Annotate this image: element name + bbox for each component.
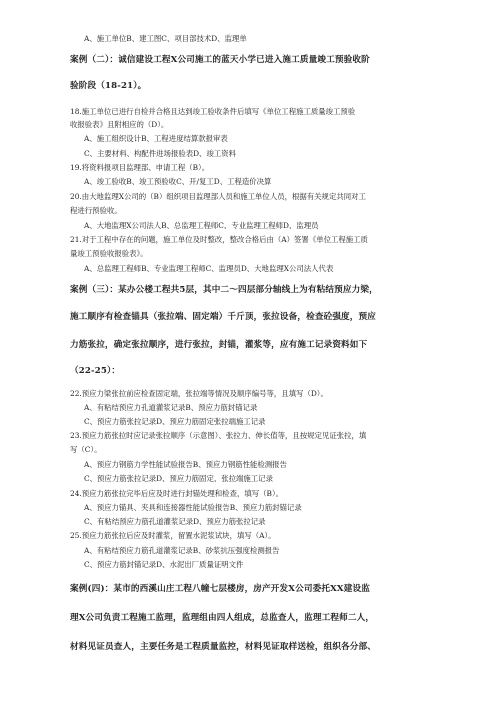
case-4-heading: 案例(四)：某市的西溪山庄工程八幢七层楼房，房产开发X公司委托XX建设监 [70,584,370,594]
options-19: A、竣工验收B、竣工预验收C、开/复工D、工程造价决算 [84,177,272,186]
options-23-c: C、预应力筋张拉记录D、预应力筋固定、张拉端施工记录 [84,474,273,483]
case-3-heading: 案例（三）：某办公楼工程共5层，其中二～四层部分轴线上为有粘结预应力梁， [70,285,378,295]
options-22-c: C、预应力筋张拉记录D、预应力筋固定张拉端施工记录 [84,417,266,426]
question-20: 20.由大地监理X公司的（B）组织项目监理部人员和施工单位人员，根据有关规定共同对工 [70,192,366,201]
question-18: 18.施工单位已进行自检并合格且达到竣工验收条件后填写《单位工程施工质量竣工预验 [70,107,356,116]
case-2-heading: 案例（二）：诚信建设工程X公司施工的蓝天小学已进入施工质量竣工预验收阶 [70,55,370,65]
question-18-cont: 收报验表》且附相应的（D）。 [70,120,169,129]
question-21-cont: 量竣工预验收报验表》。 [70,249,148,258]
options-25-c: C、预应力筋封锚记录D、水泥出厂质量证明文件 [84,560,244,569]
options-21: A、总监理工程师B、专业监理工程师C、监理员D、大地监理X公司法人代表 [84,264,334,273]
options-18-c: C、主要材料、构配件进场报验表D、竣工资料 [84,149,237,158]
options-24-c: C、有粘结预应力筋孔道灌浆记录D、预应力筋张拉记录 [84,517,266,526]
question-25: 25.预应力筋张拉后应及时灌浆，留置水泥浆试块，填写（A）。 [70,531,276,540]
case-4-heading-2: 理X公司负责工程施工监理，监理组由四人组成，总监查人，监理工程师二人， [70,613,375,623]
case-4-heading-3: 材料见证员查人，主要任务是工程质量监控，材料见证取样送检，组织各分部、 [70,642,377,652]
case-2-heading-cont: 验阶段（18-21）。 [70,81,147,91]
question-21: 21.对于工程中存在的问题，施工单位及时整改，整改合格后由（A）签署《单位工程施工质 [70,235,368,244]
options-20: A、大地监理X公司法人B、总监理工程师C、专业监理工程师D、监理员 [84,221,319,230]
question-23-cont: 写（C）。 [70,445,102,454]
options-24-a: A、预应力锚具、夹具和连接器性能试验报告B、预应力筋封锚记录 [84,503,302,512]
question-24: 24.预应力筋张拉完毕后应及时进行封锚处理和检查，填写（B）。 [70,489,284,498]
case-3-heading-4: （22-25）： [70,366,121,376]
case-3-heading-3: 力筋张拉，确定张拉顺序，进行张拉，封锚，灌浆等，应有施工记录资料如下 [70,340,368,350]
options-23-a: A、预应力钢筋力学性能试验报告B、预应力钢筋性能检测报告 [84,460,287,469]
case-3-heading-2: 施工顺序有检查锚具（张拉端、固定端）千斤顶，张拉设备，检查砼强度，预应 [70,312,377,322]
question-22: 22.预应力梁张拉前应检查固定端，张拉端等情况及顺序编号等，且填写（D）。 [70,389,328,398]
options-22-a: A、有粘结预应力孔道灌浆记录B、预应力筋封锚记录 [84,403,258,412]
answer-options-line: A、施工单位B、建工图C、项目部技术D、监理单 [84,34,247,43]
question-23: 23.预应力筋张拉时应记录张拉顺序（示意图）、张拉力、伸长值等，且按规定见证张拉，填 [70,431,367,440]
options-18-a: A、施工组织设计B、工程进度结算款报审表 [84,134,228,143]
question-19: 19.将资料报项目监理部、申请工程（B）。 [70,163,210,172]
question-20-cont: 程进行预验收。 [70,206,122,215]
options-25-a: A、有粘结预应力筋孔道灌浆记录B、砂浆抗压强度检测报告 [84,546,280,555]
